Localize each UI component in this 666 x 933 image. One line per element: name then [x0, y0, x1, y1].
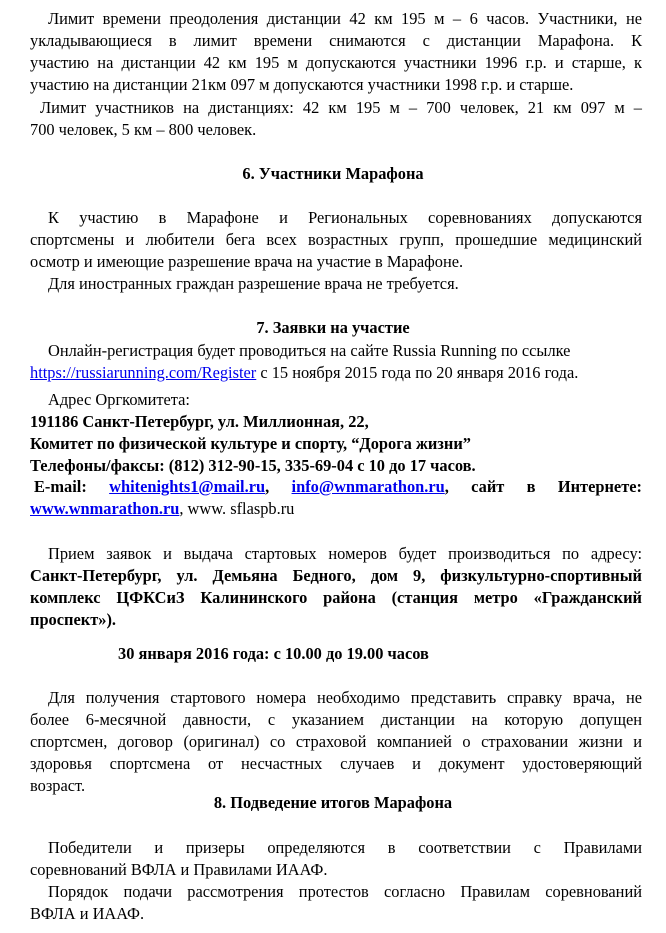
s5-line-1: Лимит времени преодоления дистанции 42 км 195 м – 6 часов. Участники, не [48, 9, 642, 28]
documents-line-1: Для получения стартового номера необходимо представить справку врача, не [48, 688, 642, 707]
s5-line-6: 700 человек, 5 км – 800 человек. [30, 120, 257, 139]
documents-line-2: более 6-месячной давности, с указанием дистанции на которую допущен [30, 710, 642, 729]
section-7-heading: 7. Заявки на участие [256, 318, 410, 337]
site-link-wnmarathon[interactable]: www.wnmarathon.ru [30, 499, 180, 518]
address-organization: Комитет по физической культуре и спорту, “Дорога жизни” [30, 434, 471, 453]
reception-line-1: Прием заявок и выдача стартовых номеров будет производиться по адресу: [48, 544, 642, 563]
s5-line-3: участию на дистанции 42 км 195 м допускаются участники 1996 г.р. и старше, к [30, 53, 642, 72]
documents-line-5: возраст. [30, 776, 86, 795]
s8-line-3: Порядок подачи рассмотрения протестов согласно Правилам соревнований [48, 882, 642, 901]
registration-link-line [30, 362, 642, 384]
reception-line-2: Санкт-Петербург, ул. Демьяна Бедного, дом 9, физкультурно-спортивный [30, 566, 642, 585]
register-link[interactable]: https://russiarunning.com/Register [30, 363, 257, 382]
address-street: 191186 Санкт-Петербург, ул. Миллионная, 22, [30, 412, 369, 431]
site-label: , сайт в Интернете: [444, 477, 642, 496]
email-separator: , [265, 477, 270, 496]
email-link-whitenights[interactable]: whitenights1@mail.ru [109, 477, 266, 496]
phones-line: Телефоны/факсы: (812) 312-90-15, 335-69-04 с 10 до 17 часов. [30, 456, 476, 475]
email-link-info[interactable]: info@wnmarathon.ru [291, 477, 445, 496]
reception-line-4: проспект»). [30, 610, 116, 629]
issue-date-time: 30 января 2016 года: с 10.00 до 19.00 часов [118, 644, 429, 663]
address-label: Адрес Оргкомитета: [48, 390, 190, 409]
s5-line-5: Лимит участников на дистанциях: 42 км 195 м – 700 человек, 21 км 097 м – [40, 98, 642, 117]
s5-line-2: укладывающиеся в лимит времени снимаются с дистанции Марафона. К [30, 31, 642, 50]
registration-line: Онлайн-регистрация будет проводиться на сайте Russia Running по ссылке [48, 341, 571, 360]
email-line [34, 476, 642, 498]
s6-line-1: К участию в Марафоне и Региональных соревнованиях допускаются [48, 208, 642, 227]
s6-line-3: осмотр и имеющие разрешение врача на участие в Марафоне. [30, 252, 464, 271]
site-line [30, 498, 642, 520]
site-sflaspb: , www. sflaspb.ru [179, 499, 295, 518]
s6-line-4: Для иностранных граждан разрешение врача не требуется. [48, 274, 459, 293]
documents-line-3: спортсмен, договор (оригинал) со страховой компанией о страховании жизни и [30, 732, 642, 751]
documents-line-4: здоровья спортсмена от несчастных случаев и документ удостоверяющий [30, 754, 642, 773]
s8-line-1: Победители и призеры определяются в соответствии с Правилами [48, 838, 642, 857]
s8-line-4: ВФЛА и ИААФ. [30, 904, 145, 923]
reception-line-3: комплекс ЦФКСиЗ Калининского района (станция метро «Гражданский [30, 588, 642, 607]
s6-line-2: спортсмены и любители бега всех возрастных групп, прошедшие медицинский [30, 230, 642, 249]
section-6-heading: 6. Участники Марафона [242, 164, 424, 183]
registration-dates: с 15 ноября 2015 года по 20 января 2016 года. [256, 363, 579, 382]
s8-line-2: соревнований ВФЛА и Правилами ИААФ. [30, 860, 328, 879]
section-8-heading: 8. Подведение итогов Марафона [213, 793, 453, 812]
email-label: E-mail: [34, 477, 87, 496]
s5-line-4: участию на дистанции 21км 097 м допускаются участники 1998 г.р. и старше. [30, 75, 574, 94]
